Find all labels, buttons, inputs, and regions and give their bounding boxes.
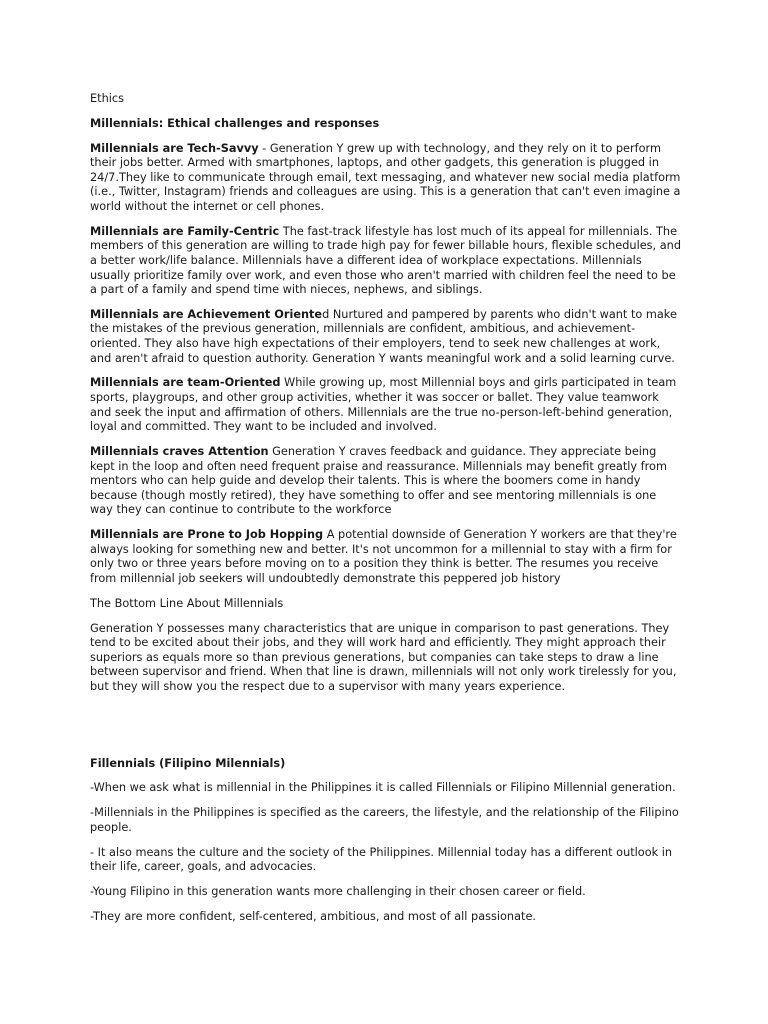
section-heading: Millennials are Family-Centric [90,224,280,238]
section-heading: Millennials craves Attention [90,445,269,458]
section-craves-attention [90,445,682,518]
fillennials-title [90,757,682,772]
section-body: Generation Y craves feedback and guidance. They appreciate being kept in the loop and often need frequent praise and reassurance. Millennials may benefit greatly from mentors who can help guide and develop their talents. This is where the boomers come in handy because (though mostly retired), they have something to offer and see mentoring millennials is one way they can continue to contribute to the workforce [90,445,667,517]
section-heading: Millennials are Achievement Oriente [90,307,323,321]
fillennials-point: -When we ask what is millennial in the Philippines it is called Fillennials or Filipino Millennial generation. [90,781,676,795]
fillennials-point: -Millennials in the Philippines is specified as the careers, the lifestyle, and the relationship of the Filipino people. [90,806,679,834]
section-body: d Nurtured and pampered by parents who didn't want to make the mistakes of the previous generation, millennials are confident, ambitious, and achievement-oriented. They also have high expectations of their employers, tend to seek new challenges at work, and aren't afraid to question authority. Generation Y wants meaningful work and a solid learning curve. [90,307,677,365]
fillennials-point: -Young Filipino in this generation wants more challenging in their chosen career or field. [90,884,586,898]
section-team-oriented [90,376,682,434]
fillennials-point: - It also means the culture and the society of the Philippines. Millennial today has a different outlook in their life, career, goals, and advocacies. [90,845,673,874]
section-family-centric [90,225,682,298]
doc-title-text: Millennials: Ethical challenges and responses [90,116,380,130]
bottom-line-body: Generation Y possesses many characteristics that are unique in comparison to past generations. They tend to be excited about their jobs, and they will work hard and efficiently. They might approach their superiors as equals more so than previous generations, but companies can take steps to draw a line between supervisor and friend. When that line is drawn, millennials will not only work tirelessly for you, but they will show you the respect due to a supervisor with many years experience. [90,621,677,693]
section-tech-savvy [90,142,682,215]
section-heading: Millennials are Tech-Savvy [90,141,259,155]
section-heading: Millennials are Prone to Job Hopping [90,528,324,542]
section-heading: Millennials are team-Oriented [90,376,281,390]
doc-label: Ethics [90,92,124,105]
section-achievement-oriented [90,308,682,366]
doc-title [90,117,682,132]
section-body: While growing up, most Millennial boys and girls participated in team sports, playgroups, and other group activities, whether it was soccer or ballet. They value teamwork and seek the input and affirmation of others. Millennials are the true no-person-left-behind generation, loyal and committed. They want to be included and involved. [90,376,677,434]
blank-space [90,705,682,757]
document-page [90,92,682,935]
section-body: - Generation Y grew up with technology, and they rely on it to perform their jobs better. Armed with smartphones, laptops, and other gadgets, this generation is plugged in 24/7.They like to communicate through email, text messaging, and whatever new social media platform (i.e., Twitter, Instagram) friends and colleagues are using. This is a generation that can't even imagine a world without the internet or cell phones. [90,141,681,213]
section-job-hopping [90,528,682,586]
fillennials-point: -They are more confident, self-centered, ambitious, and most of all passionate. [90,909,536,923]
section-body: A potential downside of Generation Y workers are that they're always looking for something new and better. It's not uncommon for a millennial to stay with a firm for only two or three years before moving on to a position they think is better. The resumes you receive from millennial job seekers will undoubtedly demonstrate this peppered job history [90,528,677,585]
fillennials-title-text: Fillennials (Filipino Milennials) [90,756,286,770]
bottom-line-title: The Bottom Line About Millennials [90,596,284,610]
section-body: The fast-track lifestyle has lost much of its appeal for millennials. The members of this generation are willing to trade high pay for fewer billable hours, flexible schedules, and a better work/life balance. Millennials have a different idea of workplace expectations. Millennials usually prioritize family over work, and even those who aren't married with children feel the need to be a part of a family and spend time with nieces, nephews, and siblings. [90,224,681,297]
